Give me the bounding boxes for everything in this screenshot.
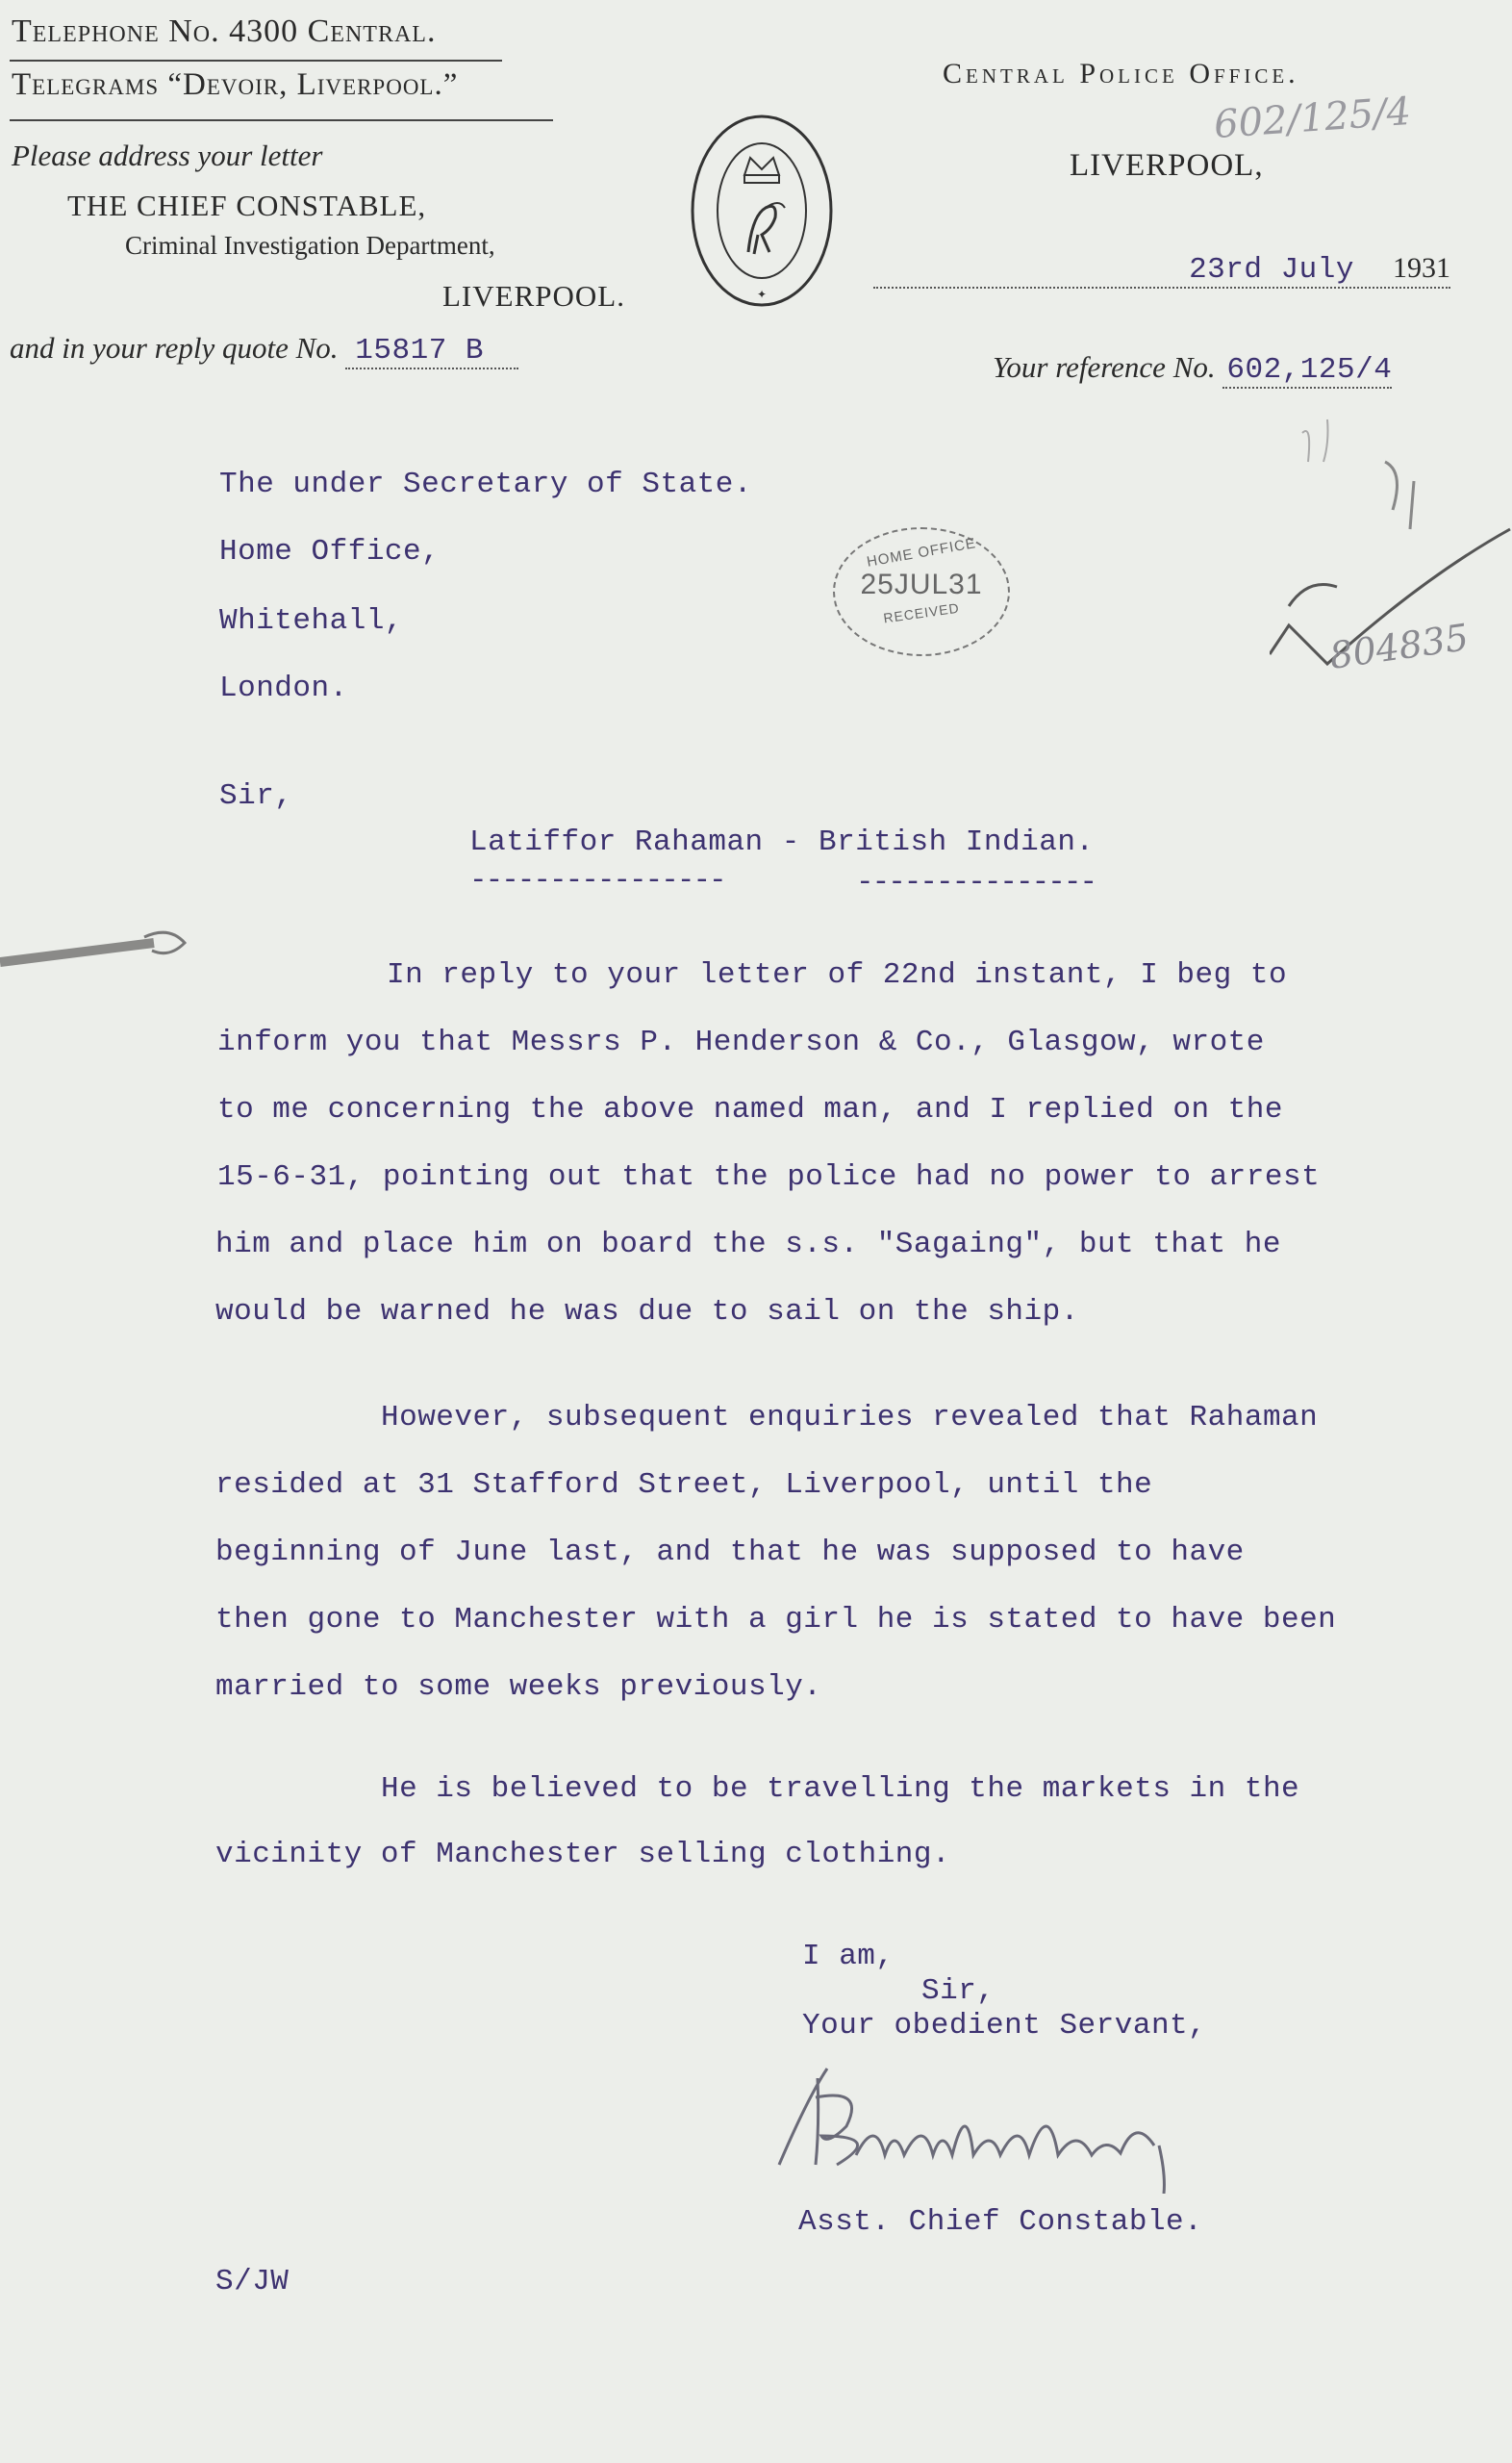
- office-name: Central Police Office.: [943, 58, 1299, 89]
- closing-line1: I am,: [802, 1940, 895, 1973]
- recipient-line1: The under Secretary of State.: [219, 468, 752, 501]
- reply-quote-value: 15817 B: [345, 334, 518, 369]
- stamp-date: 25JUL31: [860, 569, 983, 600]
- letter-date: [873, 252, 1450, 289]
- body-p1-line3: to me concerning the above named man, and I replied on the: [217, 1093, 1283, 1127]
- closing-line3: Your obedient Servant,: [802, 2009, 1207, 2043]
- addressee-line3: LIVERPOOL.: [442, 279, 625, 313]
- addressee-line2: Criminal Investigation Department,: [125, 231, 495, 260]
- body-p1-line6: would be warned he was due to sail on the ship.: [215, 1295, 1079, 1329]
- body-p1-line1: In reply to your letter of 22nd instant, I beg to: [387, 958, 1288, 992]
- your-ref-label: Your reference No.: [993, 350, 1216, 384]
- body-p2-line3: beginning of June last, and that he was supposed to have: [215, 1536, 1245, 1569]
- stamp-top-text: HOME OFFICE: [865, 535, 978, 571]
- subject-nationality: British Indian.: [818, 825, 1095, 859]
- closing-line2: Sir,: [921, 1974, 995, 2008]
- body-p1-line5: him and place him on board the s.s. "Sagaing", but that he: [215, 1228, 1281, 1261]
- telephone-rule: [10, 60, 502, 62]
- salutation: Sir,: [219, 779, 293, 813]
- police-seal-icon: [685, 108, 839, 314]
- signature-image: [769, 2059, 1193, 2194]
- date-year: 1931: [1393, 252, 1450, 284]
- svg-text:✦: ✦: [756, 288, 768, 301]
- date-typed: 23rd July: [1189, 253, 1354, 287]
- binding-string: [0, 924, 192, 981]
- subject-line: [469, 825, 1095, 859]
- received-stamp: [833, 527, 1010, 656]
- subject-underline-1: ----------------: [469, 864, 725, 898]
- subject-name: Latiffor Rahaman: [469, 825, 764, 859]
- telegrams-rule: [10, 119, 553, 121]
- your-reference: [993, 350, 1392, 389]
- signature-text: [866, 2117, 870, 2118]
- telephone-line: Telephone No. 4300 Central.: [12, 13, 437, 49]
- signatory-title: Asst. Chief Constable.: [798, 2205, 1203, 2239]
- body-p1-line4: 15-6-31, pointing out that the police had no power to arrest: [217, 1160, 1321, 1194]
- reference-initials: S/JW: [215, 2265, 290, 2298]
- subject-underline-2: ---------------: [856, 866, 1096, 900]
- handwritten-reference: 602/125/4: [1212, 89, 1413, 148]
- your-ref-value: 602,125/4: [1222, 353, 1392, 389]
- telegrams-line: Telegrams “Devoir, Liverpool.”: [12, 67, 459, 102]
- body-p2-line4: then gone to Manchester with a girl he is stated to have been: [215, 1603, 1337, 1637]
- stamp-bottom-text: RECEIVED: [882, 599, 961, 626]
- office-city: LIVERPOOL,: [1070, 148, 1264, 183]
- body-p2-line5: married to some weeks previously.: [215, 1670, 822, 1704]
- body-p2-line1: However, subsequent enquiries revealed that Rahaman: [381, 1401, 1319, 1435]
- subject-separator: -: [781, 825, 800, 859]
- body-p3-line2: vicinity of Manchester selling clothing.: [215, 1838, 951, 1871]
- body-p1-line2: inform you that Messrs P. Henderson & Co., Glasgow, wrote: [217, 1026, 1265, 1059]
- address-prompt: Please address your letter: [12, 139, 323, 172]
- margin-note: 804835: [1326, 616, 1472, 677]
- body-p3-line1: He is believed to be travelling the markets in the: [381, 1772, 1300, 1806]
- reply-quote: [10, 331, 518, 369]
- recipient-line2: Home Office,: [219, 535, 441, 569]
- body-p2-line2: resided at 31 Stafford Street, Liverpool, until the: [215, 1468, 1153, 1502]
- reply-quote-label: and in your reply quote No.: [10, 331, 339, 365]
- addressee-line1: THE CHIEF CONSTABLE,: [67, 189, 427, 222]
- recipient-line4: London.: [219, 672, 348, 705]
- recipient-line3: Whitehall,: [219, 604, 404, 638]
